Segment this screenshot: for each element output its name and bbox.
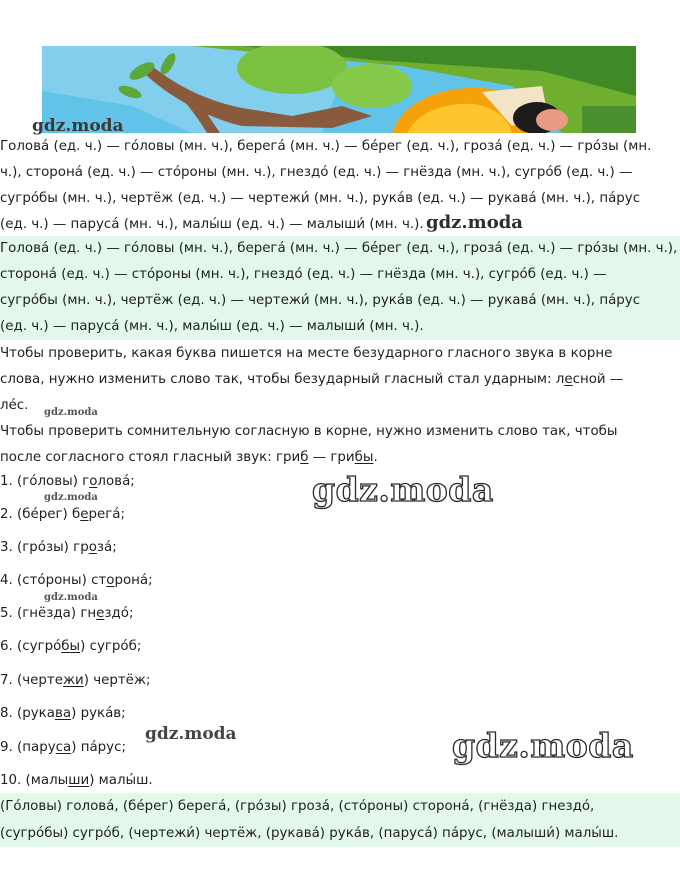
rule-text: после согласного стоял гласный звук: гри (0, 450, 301, 465)
item-text: ) чертёж; (83, 673, 151, 688)
summary-line: (сугро́бы) сугро́б, (чертежи́) чертёж, (рукава́) рука́в, (паруса́) па́рус, (малыши́) малы́ш. (0, 826, 619, 841)
underlined-letter: ва (54, 706, 72, 721)
underlined-letter: б (300, 450, 309, 465)
answer-line: сугро́бы (мн. ч.), чертёж (ед. ч.) — чертежи́ (мн. ч.), рука́в (ед. ч.) — рукава́ (мн. ч.), па́рус (0, 293, 641, 308)
item-text: 4. (сто́роны) ст (0, 573, 107, 588)
rule-line: Чтобы проверить, какая буква пишется на месте безударного гласного звука в корне (0, 346, 613, 361)
list-item (0, 704, 126, 724)
rule-text: слова, нужно изменить слово так, чтобы безударный гласный стал ударным: л (0, 372, 565, 387)
consonant-rule (0, 419, 680, 471)
summary-paragraph (0, 793, 680, 847)
rule-text: сной — (572, 372, 624, 387)
item-text: 9. (пару (0, 740, 56, 755)
item-text: 10. (малы (0, 773, 69, 788)
item-text: рона́; (114, 573, 153, 588)
item-text: 2. (бе́рег) б (0, 507, 81, 522)
list-item (0, 671, 150, 691)
underlined-letter: е (80, 507, 89, 522)
underlined-letter: о (88, 540, 97, 555)
item-text: за́; (96, 540, 117, 555)
rule-line: ле́с. (0, 398, 29, 413)
rule-text: . (373, 450, 378, 465)
rule-text: — гри (308, 450, 355, 465)
item-text: лова́; (97, 474, 135, 489)
vowel-rule (0, 341, 680, 419)
summary-line: (Го́ловы) голова́, (бе́рег) берега́, (гро́зы) гроза́, (сто́роны) сторона́, (гнёзда) гнездо́, (0, 799, 595, 814)
item-text: 5. (гнёзда) гн (0, 606, 97, 621)
answer-line: Голова́ (ед. ч.) — го́ловы (мн. ч.), берега́ (мн. ч.) — бе́рег (ед. ч.), гроза́ (ед. ч.) — гро́зы (мн. ч.), (0, 241, 678, 256)
underlined-letter: о (106, 573, 115, 588)
list-item (0, 571, 153, 591)
list-item (0, 604, 133, 624)
watermark: gdz.moda (44, 407, 98, 418)
underlined-letter: о (89, 474, 98, 489)
answer-line: сторона́ (ед. ч.) — сто́роны (мн. ч.), гнездо́ (ед. ч.) — гнёзда (мн. ч.), сугро́б (ед. ч.) — (0, 267, 607, 282)
underlined-letters: бы (354, 450, 374, 465)
item-text: ) рука́в; (71, 706, 126, 721)
rule-line: Чтобы проверить сомнительную согласную в корне, нужно изменить слово так, чтобы (0, 424, 618, 439)
item-text: ) малы́ш. (89, 773, 153, 788)
list-item (0, 738, 126, 758)
watermark: gdz.moda (44, 492, 98, 503)
answer-paragraph-2 (0, 236, 680, 340)
answer-line: (ед. ч.) — паруса́ (мн. ч.), малы́ш (ед. ч.) — малыши́ (мн. ч.). (0, 319, 424, 334)
item-text: 8. (рука (0, 706, 55, 721)
illustration-banner (42, 46, 636, 133)
item-text: 7. (черте (0, 673, 63, 688)
rule-line (0, 367, 680, 393)
underlined-letter: жи (62, 673, 84, 688)
item-text: здо́; (104, 606, 134, 621)
item-text: 3. (гро́зы) гр (0, 540, 89, 555)
list-item (0, 505, 125, 525)
item-text: рега́; (88, 507, 126, 522)
answer-paragraph-1 (0, 134, 680, 238)
watermark: gdz.moda (312, 470, 494, 509)
item-text: ) па́рус; (71, 740, 126, 755)
item-text: 1. (го́ловы) г (0, 474, 90, 489)
list-item (0, 472, 135, 492)
rule-line (0, 445, 680, 471)
watermark: gdz.moda (32, 116, 124, 136)
item-text: 6. (сугро́ (0, 639, 62, 654)
list-item (0, 538, 117, 558)
parrot-illustration (42, 46, 636, 133)
item-text: ) сугро́б; (80, 639, 142, 654)
underlined-letter: бы (61, 639, 81, 654)
list-item (0, 637, 141, 657)
answer-line: Голова́ (ед. ч.) — го́ловы (мн. ч.), берега́ (мн. ч.) — бе́рег (ед. ч.), гроза́ (ед. ч.) — гро́зы (мн. (0, 139, 652, 154)
watermark: gdz.moda (452, 726, 634, 765)
watermark: gdz.moda (145, 724, 237, 744)
watermark: gdz.moda (44, 592, 98, 603)
underlined-letter: е (564, 372, 573, 387)
underlined-letter: са (55, 740, 72, 755)
answer-line: ч.), сторона́ (ед. ч.) — сто́роны (мн. ч.), гнездо́ (ед. ч.) — гнёзда (мн. ч.), сугро́б (ед. ч.) — (0, 165, 633, 180)
answer-line: сугро́бы (мн. ч.), чертёж (ед. ч.) — чертежи́ (мн. ч.), рука́в (ед. ч.) — рукава́ (мн. ч.), па́рус (0, 191, 641, 206)
underlined-letter: е (96, 606, 105, 621)
underlined-letter: ши (68, 773, 90, 788)
list-item (0, 771, 153, 791)
answer-line: (ед. ч.) — паруса́ (мн. ч.), малы́ш (ед. ч.) — малыши́ (мн. ч.). (0, 217, 424, 232)
watermark: gdz.moda (426, 212, 523, 233)
